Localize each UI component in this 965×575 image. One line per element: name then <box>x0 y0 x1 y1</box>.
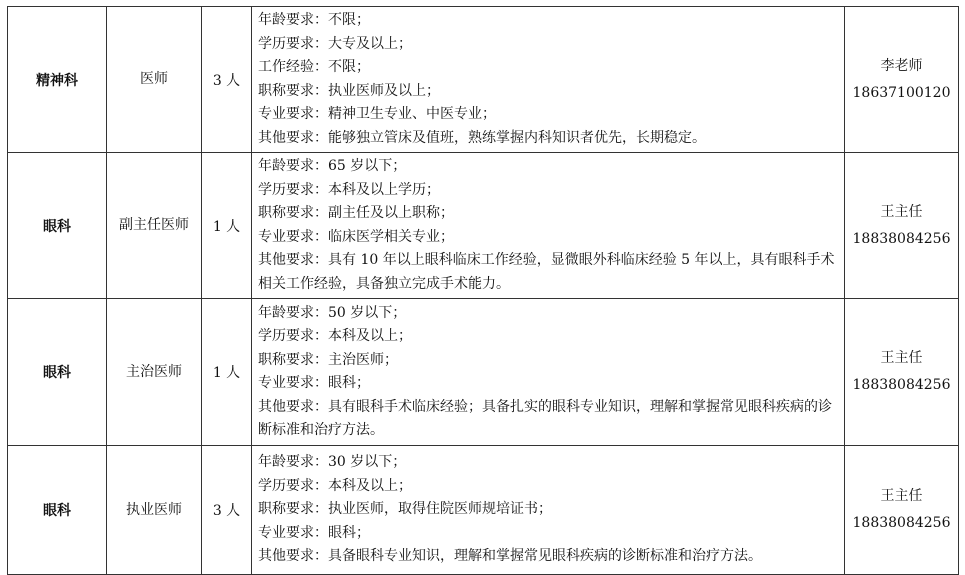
requirement-line: 专业要求：精神卫生专业、中医专业； <box>258 106 496 122</box>
requirement-line: 专业要求：临床医学相关专业； <box>258 228 454 245</box>
requirement-line: 专业要求：眼科； <box>258 375 370 391</box>
requirement-line: 工作经验：不限； <box>258 59 370 75</box>
headcount-cell: 1 人 <box>202 153 252 299</box>
requirement-line: 专业要求：眼科； <box>258 524 370 541</box>
requirement-line: 职称要求：主治医师； <box>258 351 398 368</box>
department-cell: 精神科 <box>8 7 107 153</box>
table-row <box>8 7 959 153</box>
table-row <box>8 153 959 299</box>
contact-phone: 18637100120 <box>852 84 951 101</box>
requirement-line: 学历要求：本科及以上学历； <box>258 181 440 198</box>
requirement-line: 学历要求：本科及以上； <box>258 328 412 344</box>
requirement-line: 学历要求：本科及以上； <box>258 477 412 494</box>
contact-phone: 18838084256 <box>852 230 951 247</box>
contact-cell <box>845 299 959 446</box>
recruitment-table <box>7 6 959 575</box>
requirements-cell <box>252 7 845 153</box>
position-cell: 副主任医师 <box>107 153 202 299</box>
contact-name: 王主任 <box>880 203 923 220</box>
table-row <box>8 446 959 575</box>
requirement-line: 年龄要求：不限； <box>258 12 370 28</box>
department-cell: 眼科 <box>8 153 107 299</box>
position-cell: 医师 <box>107 7 202 153</box>
department-cell: 眼科 <box>8 299 107 446</box>
headcount-cell: 3 人 <box>202 7 252 153</box>
table-row <box>8 299 959 446</box>
requirements-cell <box>252 446 845 575</box>
requirement-line: 职称要求：执业医师，取得住院医师规培证书； <box>258 501 552 518</box>
requirements-cell <box>252 153 845 299</box>
requirement-line: 其他要求：能够独立管床及值班，熟练掌握内科知识者优先，长期稳定。 <box>258 129 706 146</box>
headcount-cell: 1 人 <box>202 299 252 446</box>
department-cell: 眼科 <box>8 446 107 575</box>
requirement-line: 年龄要求：65 岁以下； <box>258 158 407 174</box>
position-cell: 执业医师 <box>107 446 202 575</box>
contact-name: 李老师 <box>880 57 923 74</box>
requirement-line: 其他要求：具备眼科专业知识，理解和掌握常见眼科疾病的诊断标准和治疗方法。 <box>258 548 762 565</box>
contact-cell <box>845 153 959 299</box>
contact-name: 王主任 <box>880 488 923 504</box>
requirements-cell <box>252 299 845 446</box>
requirement-line: 其他要求：具有 10 年以上眼科临床工作经验，显微眼外科临床经验 5 年以上，具有眼科手术相关工作经验，具备独立完成手术能力。 <box>258 252 835 292</box>
contact-cell <box>845 7 959 153</box>
requirement-line: 职称要求：副主任及以上职称； <box>258 205 454 221</box>
requirement-line: 其他要求：具有眼科手术临床经验；具备扎实的眼科专业知识，理解和掌握常见眼科疾病的诊断标准和治疗方法。 <box>258 398 832 438</box>
headcount-cell: 3 人 <box>202 446 252 575</box>
requirement-line: 年龄要求：50 岁以下； <box>258 304 407 321</box>
requirement-line: 年龄要求：30 岁以下； <box>258 454 407 471</box>
requirement-line: 学历要求：大专及以上； <box>258 35 412 52</box>
position-cell: 主治医师 <box>107 299 202 446</box>
contact-cell <box>845 446 959 575</box>
contact-name: 王主任 <box>880 350 923 366</box>
contact-phone: 18838084256 <box>852 377 951 393</box>
requirement-line: 职称要求：执业医师及以上； <box>258 82 440 99</box>
contact-phone: 18838084256 <box>852 515 951 531</box>
